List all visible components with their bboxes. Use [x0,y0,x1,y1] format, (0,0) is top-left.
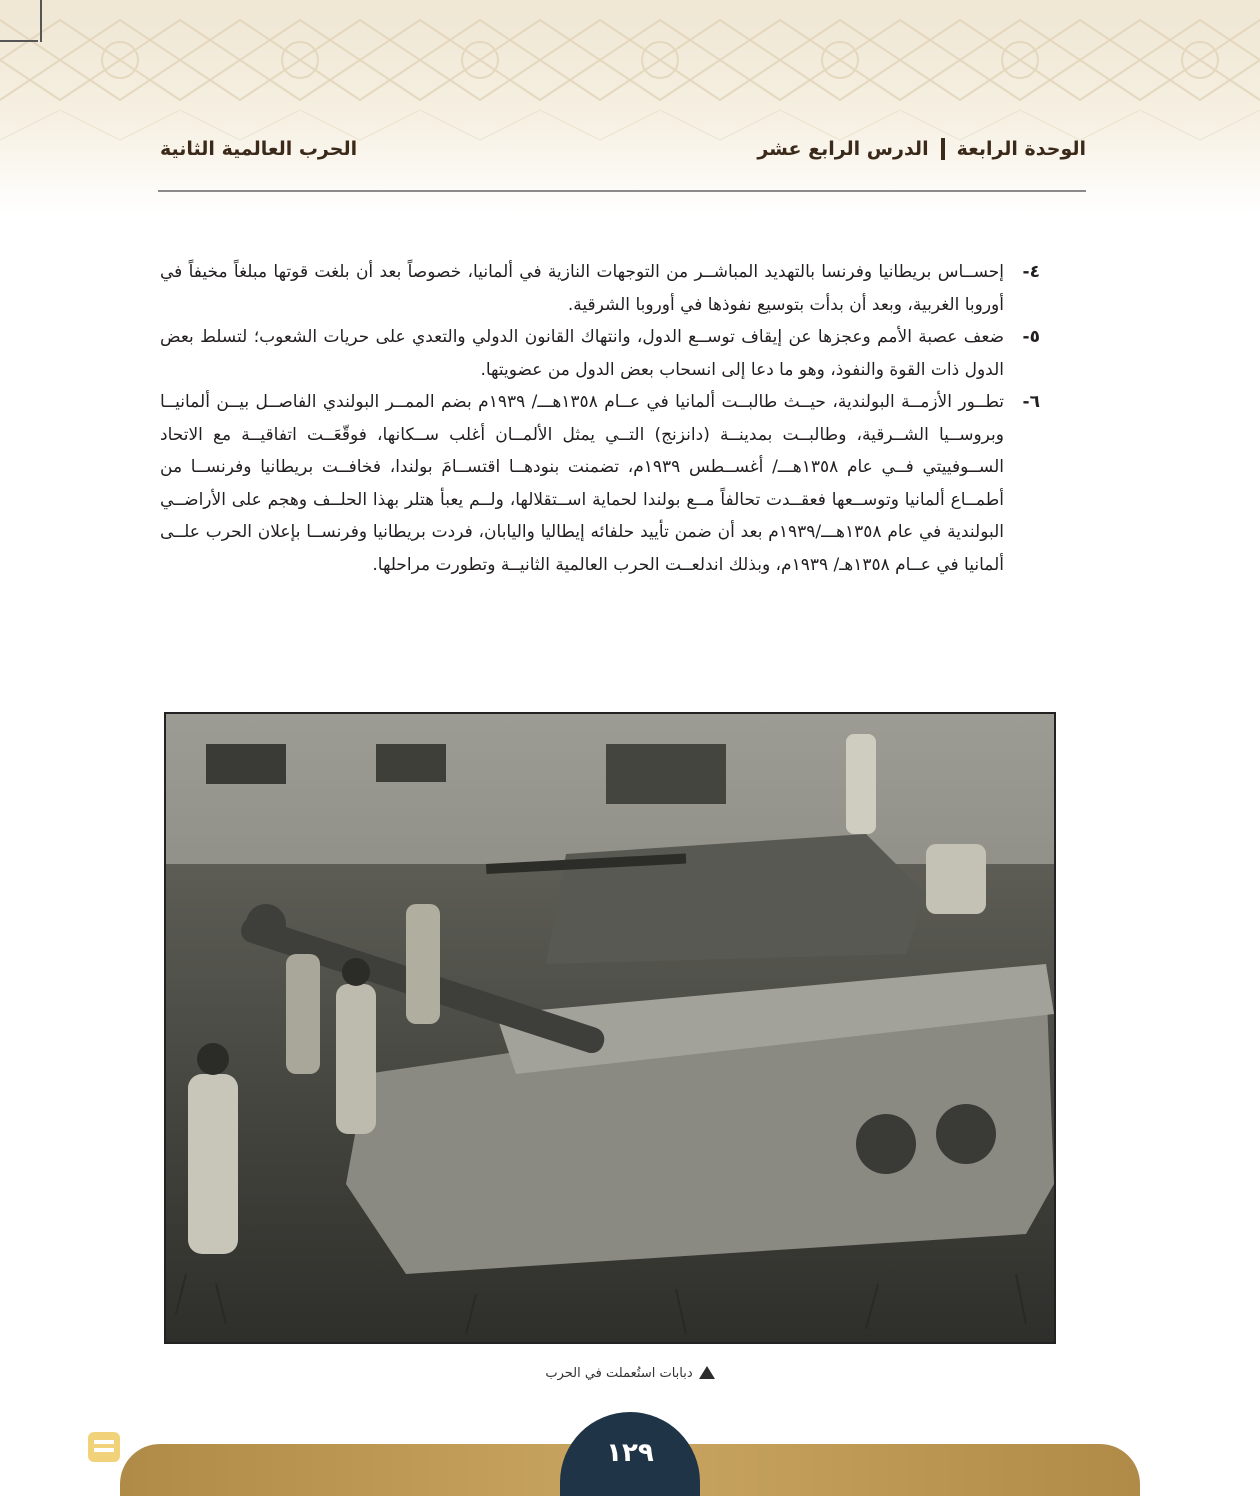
geometric-pattern-icon [0,0,1260,215]
figure-caption [430,1366,830,1381]
unit-lesson-label [757,138,1086,160]
unit-title: الوحدة الرابعة [956,138,1086,160]
page-number: ١٢٩ [606,1438,654,1468]
photo-illustration [166,714,1054,1342]
header-divider [158,190,1086,192]
tanks-photo [164,712,1056,1344]
crop-mark [0,40,38,42]
crop-mark [40,0,42,42]
list-item [160,321,1040,386]
item-text: ضعف عصبة الأمم وعجزها عن إيقاف توســع الدول، وانتهاك القانون الدولي والتعدي على حريات الشعوب؛ لتسلط بعض الدول ذات القوة والنفوذ، وهو ما دعا إلى انسحاب بعض الدول من عضويتها. [160,327,1004,380]
triangle-marker-icon [699,1366,715,1379]
page-number-badge [560,1412,700,1496]
item-text: إحســاس بريطانيا وفرنسا بالتهديد المباشــر من التوجهات النازية في ألمانيا، خصوصاً بعد أن بلغت قوتها مبلغاً مخيفاً في أوروبا الغربية، وبعد أن بدأت بتوسيع نفوذها في أوروبا الشرقية. [160,262,1004,315]
header-separator [941,138,945,160]
header-ornament [0,0,1260,215]
item-number: ٦- [1022,392,1040,412]
publisher-logo-icon [82,1418,126,1468]
list-item [160,256,1040,321]
topic-title: الحرب العالمية الثانية [160,138,358,160]
list-item [160,386,1040,581]
lesson-title: الدرس الرابع عشر [757,138,929,160]
item-number: ٥- [1022,327,1040,347]
item-number: ٤- [1022,262,1040,282]
body-text [160,256,1040,581]
item-text: تطــور الأزمــة البولندية، حيــث طالبــت ألمانيا في عــام ١٣٥٨هـــ/ ١٩٣٩م بضم الممــر البولندي الفاصــل بيــن ألمانيــا وبروســيا الشــرقية، وطالبــت بمدينــة (دانزنج) التــي يمثل الألمــان أغلب ســكانها، فوقّعَــت اتفاقيــة مع الاتحاد الســوفييتي فــي عام ١٣٥٨هـــ/ أغســطس ١٩٣٩م، تضمنت بنودهــا اقتســامَ بولندا، فخافــت بريطانيا وفرنســا من أطمــاع ألمانيا وتوســعها فعقــدت تحالفاً مــع بولندا لحماية اســتقلالها، ولــم يعبأ هتلر بهذا الحلــف وهجم على الأراضــي البولندية في عام ١٣٥٨هـــ/١٩٣٩م بعد أن ضمن تأييد حلفائه إيطاليا واليابان، فردت بريطانيا وفرنســا بإعلان الحرب علــى ألمانيا في عــام ١٣٥٨هـ/ ١٩٣٩م، وبذلك اندلعــت الحرب العالمية الثانيــة وتطورت مراحلها. [160,392,1005,575]
running-header [160,132,1086,172]
caption-text: دبابات استُعملت في الحرب [545,1366,693,1381]
